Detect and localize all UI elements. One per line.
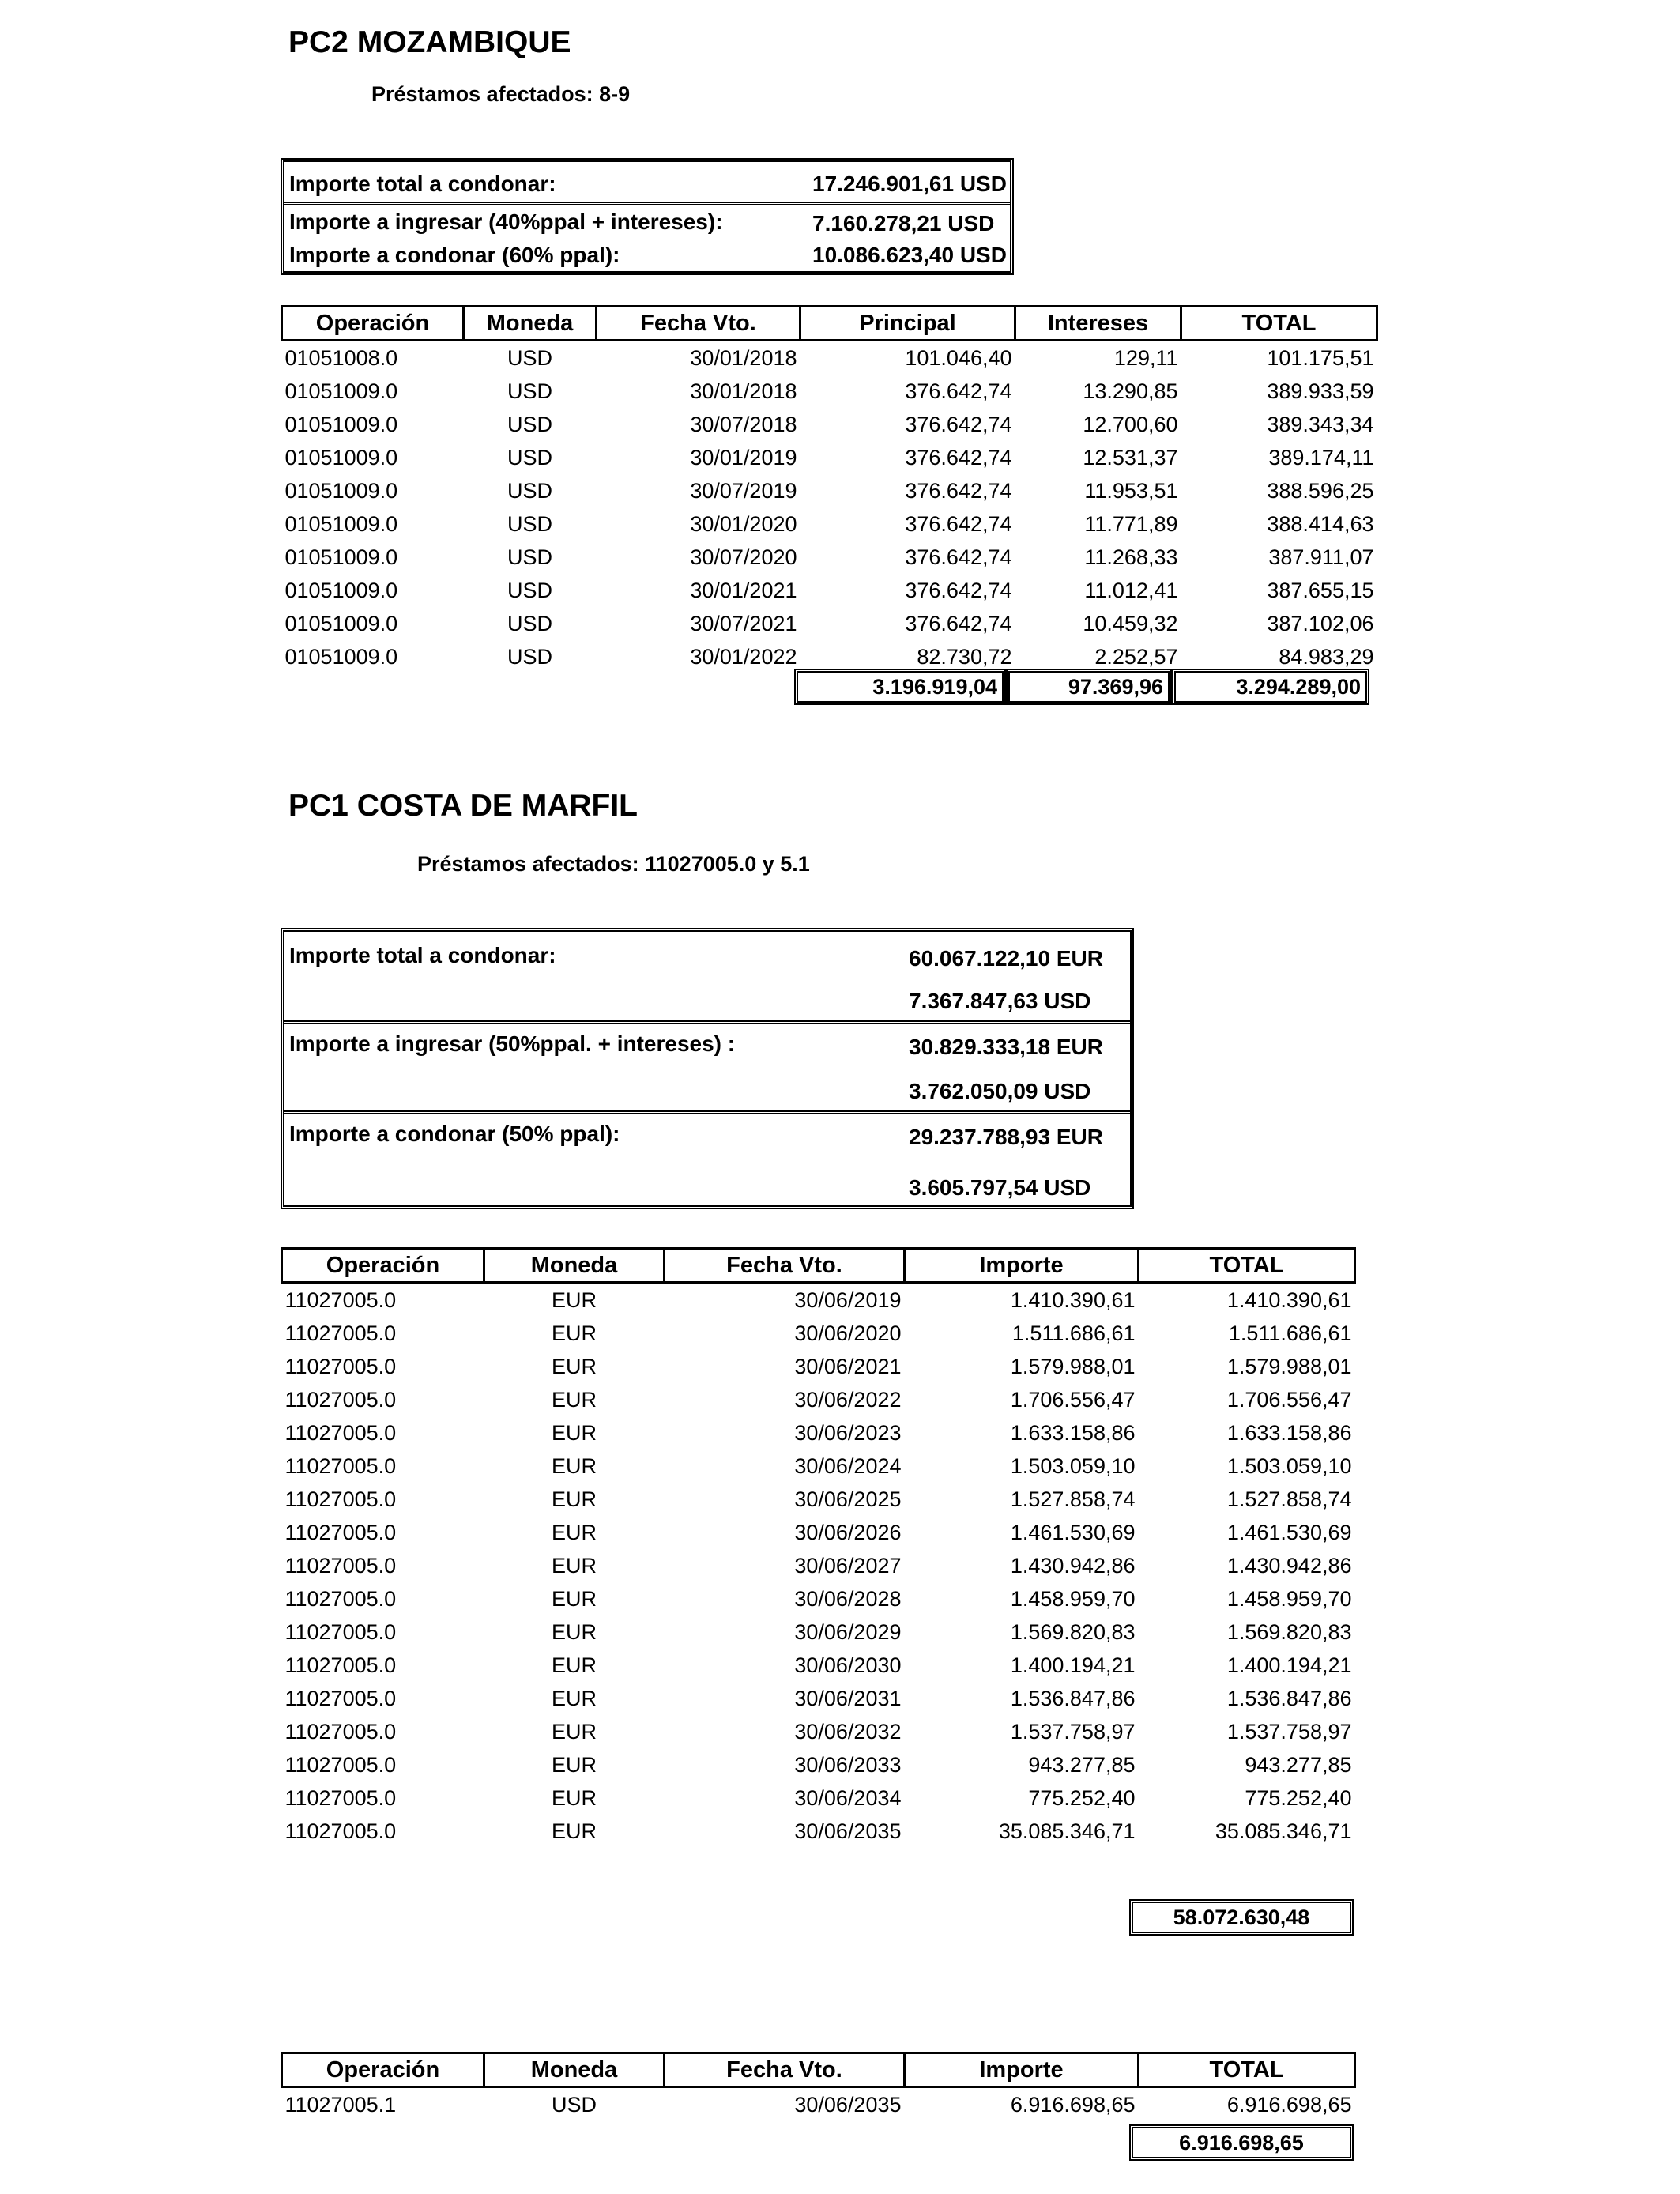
col-header-operacion: Operación [282,1249,484,1283]
col-header-principal: Principal [800,307,1015,341]
table-row [282,1350,1355,1383]
cell-operacion: 11027005.0 [284,1421,397,1445]
cell-fecha: 30/06/2019 [794,1288,902,1312]
table-header-row [282,2053,1355,2087]
cell-operacion: 01051009.0 [284,579,398,602]
cell-intereses: 2.252,57 [1094,645,1178,669]
summary-value: 10.086.623,40 USD [812,243,1007,267]
cell-operacion: 11027005.0 [284,1321,397,1345]
cell-total: 1.537.758,97 [1226,1720,1352,1744]
cell-operacion: 01051009.0 [284,612,398,635]
cell-total: 387.655,15 [1267,579,1374,602]
cell-intereses: 11.771,89 [1084,512,1178,536]
cell-moneda: EUR [551,1753,597,1777]
cell-moneda: USD [551,2093,597,2117]
cell-principal: 376.642,74 [905,479,1012,503]
loans-table-usd [281,2052,1356,2121]
cell-total: 1.410.390,61 [1226,1288,1352,1312]
table-row [282,1383,1355,1416]
cell-intereses: 12.531,37 [1083,446,1178,469]
cell-importe: 1.579.988,01 [1010,1355,1136,1378]
cell-importe: 1.537.758,97 [1010,1720,1136,1744]
cell-fecha: 30/06/2025 [794,1487,902,1511]
table-header-row [282,1249,1355,1283]
cell-operacion: 11027005.0 [284,1720,397,1744]
cell-total: 6.916.698,65 [1226,2093,1352,2117]
cell-total: 1.503.059,10 [1226,1454,1352,1478]
table-row [282,341,1377,375]
summary-label: Importe a condonar (50% ppal): [289,1122,620,1146]
cell-moneda: EUR [551,1321,597,1345]
cell-moneda: EUR [551,1653,597,1677]
cell-importe: 1.461.530,69 [1010,1521,1136,1544]
total-total-mozambique: 3.294.289,00 [1172,669,1369,705]
cell-importe: 1.503.059,10 [1010,1454,1136,1478]
cell-importe: 35.085.346,71 [998,1819,1136,1843]
cell-total: 389.343,34 [1267,413,1374,436]
cell-operacion: 11027005.0 [284,1388,397,1412]
summary-box-mozambique [281,158,1014,275]
cell-moneda: EUR [551,1487,597,1511]
table-row [282,1416,1355,1449]
table-row [282,1483,1355,1516]
col-header-fecha: Fecha Vto. [665,1249,905,1283]
cell-importe: 775.252,40 [1028,1786,1136,1810]
cell-moneda: EUR [551,1554,597,1578]
cell-fecha: 30/06/2020 [794,1321,902,1345]
table-row [282,574,1377,607]
cell-fecha: 30/06/2031 [794,1687,902,1710]
cell-total: 389.933,59 [1267,379,1374,403]
cell-operacion: 01051009.0 [284,479,398,503]
cell-principal: 376.642,74 [905,379,1012,403]
table-row [282,1582,1355,1615]
cell-operacion: 11027005.0 [284,1786,397,1810]
table-row [282,408,1377,441]
cell-total: 1.706.556,47 [1226,1388,1352,1412]
cell-total: 1.461.530,69 [1226,1521,1352,1544]
col-header-operacion: Operación [282,307,464,341]
summary-value: 29.237.788,93 EUR [909,1125,1103,1149]
cell-operacion: 11027005.0 [284,1355,397,1378]
table-row [282,1815,1355,1848]
cell-moneda: USD [507,579,552,602]
cell-moneda: EUR [551,1587,597,1611]
cell-fecha: 30/06/2035 [794,2093,902,2117]
cell-importe: 6.916.698,65 [1010,2093,1136,2117]
cell-moneda: EUR [551,1786,597,1810]
table-row [282,1781,1355,1815]
cell-fecha: 30/01/2019 [690,446,797,469]
cell-total: 1.458.959,70 [1226,1587,1352,1611]
total-eur: 58.072.630,48 [1129,1899,1354,1936]
cell-moneda: EUR [551,1288,597,1312]
cell-total: 84.983,29 [1279,645,1374,669]
cell-operacion: 11027005.0 [284,1653,397,1677]
section-title-mozambique: PC2 MOZAMBIQUE [288,25,571,59]
cell-fecha: 30/06/2026 [794,1521,902,1544]
cell-moneda: EUR [551,1355,597,1378]
col-header-total: TOTAL [1139,1249,1355,1283]
cell-total: 1.633.158,86 [1226,1421,1352,1445]
table-row [282,541,1377,574]
cell-operacion: 01051009.0 [284,545,398,569]
cell-moneda: USD [507,512,552,536]
table-row [282,1615,1355,1649]
summary-label: Importe a ingresar (40%ppal + intereses): [289,209,723,234]
cell-fecha: 30/06/2033 [794,1753,902,1777]
cell-total: 101.175,51 [1267,346,1374,370]
cell-total: 387.911,07 [1268,545,1374,569]
cell-principal: 101.046,40 [905,346,1012,370]
cell-importe: 1.400.194,21 [1010,1653,1136,1677]
table-row [282,607,1377,640]
cell-moneda: USD [507,346,552,370]
cell-fecha: 30/06/2032 [794,1720,902,1744]
loans-label-mozambique: Préstamos afectados: 8-9 [371,82,631,106]
cell-fecha: 30/01/2018 [690,379,797,403]
cell-principal: 376.642,74 [905,579,1012,602]
table-row [282,1449,1355,1483]
cell-fecha: 30/06/2022 [794,1388,902,1412]
cell-importe: 1.569.820,83 [1010,1620,1136,1644]
cell-intereses: 11.012,41 [1084,579,1178,602]
cell-fecha: 30/06/2030 [794,1653,902,1677]
summary-value: 7.367.847,63 USD [909,989,1091,1013]
cell-principal: 376.642,74 [905,612,1012,635]
cell-operacion: 11027005.1 [284,2093,397,2117]
table-row [282,2087,1355,2122]
cell-moneda: EUR [551,1819,597,1843]
cell-operacion: 01051009.0 [284,645,398,669]
cell-fecha: 30/06/2024 [794,1454,902,1478]
cell-operacion: 01051008.0 [284,346,398,370]
cell-principal: 376.642,74 [905,446,1012,469]
cell-moneda: EUR [551,1388,597,1412]
summary-label: Importe total a condonar: [289,943,556,967]
cell-moneda: EUR [551,1454,597,1478]
cell-fecha: 30/06/2029 [794,1620,902,1644]
summary-label: Importe a condonar (60% ppal): [289,243,620,267]
col-header-moneda: Moneda [484,1249,665,1283]
cell-fecha: 30/01/2021 [690,579,797,602]
loans-table-eur [281,1247,1356,1848]
cell-intereses: 11.268,33 [1084,545,1178,569]
cell-fecha: 30/06/2021 [794,1355,902,1378]
cell-moneda: USD [507,645,552,669]
cell-importe: 1.536.847,86 [1010,1687,1136,1710]
col-header-operacion: Operación [282,2053,484,2087]
cell-moneda: USD [507,612,552,635]
cell-importe: 1.458.959,70 [1010,1587,1136,1611]
cell-operacion: 11027005.0 [284,1554,397,1578]
cell-total: 775.252,40 [1245,1786,1352,1810]
summary-value: 30.829.333,18 EUR [909,1035,1103,1059]
summary-value: 17.246.901,61 USD [812,172,1007,196]
col-header-total: TOTAL [1139,2053,1355,2087]
table-row [282,1748,1355,1781]
cell-fecha: 30/06/2035 [794,1819,902,1843]
cell-total: 1.430.942,86 [1226,1554,1352,1578]
cell-fecha: 30/07/2018 [690,413,797,436]
cell-total: 35.085.346,71 [1215,1819,1352,1843]
cell-fecha: 30/07/2021 [690,612,797,635]
cell-total: 1.527.858,74 [1226,1487,1352,1511]
table-row [282,1682,1355,1715]
cell-importe: 1.527.858,74 [1010,1487,1136,1511]
cell-fecha: 30/06/2028 [794,1587,902,1611]
cell-operacion: 01051009.0 [284,446,398,469]
col-header-fecha: Fecha Vto. [597,307,800,341]
cell-total: 1.400.194,21 [1226,1653,1352,1677]
cell-operacion: 11027005.0 [284,1753,397,1777]
cell-moneda: USD [507,446,552,469]
cell-moneda: EUR [551,1687,597,1710]
col-header-importe: Importe [905,2053,1139,2087]
cell-moneda: USD [507,479,552,503]
cell-operacion: 11027005.0 [284,1819,397,1843]
cell-total: 1.569.820,83 [1226,1620,1352,1644]
cell-importe: 1.430.942,86 [1010,1554,1136,1578]
cell-intereses: 10.459,32 [1083,612,1178,635]
cell-moneda: EUR [551,1720,597,1744]
summary-value: 7.160.278,21 USD [812,211,995,236]
cell-fecha: 30/07/2020 [690,545,797,569]
cell-operacion: 11027005.0 [284,1687,397,1710]
cell-operacion: 01051009.0 [284,379,398,403]
table-row [282,1549,1355,1582]
summary-label: Importe total a condonar: [289,172,556,196]
cell-moneda: EUR [551,1521,597,1544]
cell-total: 387.102,06 [1267,612,1374,635]
total-usd: 6.916.698,65 [1129,2124,1354,2161]
cell-operacion: 01051009.0 [284,512,398,536]
summary-label: Importe a ingresar (50%ppal. + intereses) : [289,1031,736,1056]
cell-total: 389.174,11 [1268,446,1374,469]
cell-moneda: EUR [551,1620,597,1644]
cell-moneda: USD [507,379,552,403]
col-header-moneda: Moneda [464,307,597,341]
col-header-total: TOTAL [1181,307,1377,341]
table-header-row [282,307,1377,341]
cell-fecha: 30/06/2023 [794,1421,902,1445]
table-row [282,474,1377,507]
cell-intereses: 129,11 [1113,346,1178,370]
section-title-costa-marfil: PC1 COSTA DE MARFIL [288,789,638,823]
table-row [282,1715,1355,1748]
cell-operacion: 11027005.0 [284,1288,397,1312]
cell-principal: 82.730,72 [917,645,1012,669]
summary-value: 3.605.797,54 USD [909,1175,1091,1200]
total-principal-mozambique: 3.196.919,04 [794,669,1006,705]
col-header-fecha: Fecha Vto. [665,2053,905,2087]
table-row [282,1516,1355,1549]
cell-principal: 376.642,74 [905,545,1012,569]
cell-operacion: 11027005.0 [284,1454,397,1478]
cell-moneda: USD [507,545,552,569]
cell-moneda: USD [507,413,552,436]
table-row [282,1317,1355,1350]
cell-intereses: 13.290,85 [1083,379,1178,403]
col-header-importe: Importe [905,1249,1139,1283]
cell-operacion: 11027005.0 [284,1487,397,1511]
cell-fecha: 30/01/2020 [690,512,797,536]
cell-total: 1.511.686,61 [1228,1321,1352,1345]
table-row [282,1283,1355,1318]
loans-label-costa-marfil: Préstamos afectados: 11027005.0 y 5.1 [417,852,810,876]
cell-fecha: 30/07/2019 [690,479,797,503]
table-row [282,507,1377,541]
col-header-moneda: Moneda [484,2053,665,2087]
cell-total: 388.414,63 [1267,512,1374,536]
cell-fecha: 30/06/2034 [794,1786,902,1810]
summary-value: 60.067.122,10 EUR [909,946,1103,971]
cell-principal: 376.642,74 [905,512,1012,536]
cell-operacion: 11027005.0 [284,1587,397,1611]
loans-table-mozambique [281,305,1378,673]
cell-total: 1.579.988,01 [1226,1355,1352,1378]
cell-importe: 1.511.686,61 [1011,1321,1136,1345]
cell-operacion: 11027005.0 [284,1620,397,1644]
total-intereses-mozambique: 97.369,96 [1006,669,1172,705]
cell-moneda: EUR [551,1421,597,1445]
cell-fecha: 30/06/2027 [794,1554,902,1578]
summary-value: 3.762.050,09 USD [909,1079,1091,1103]
cell-total: 943.277,85 [1245,1753,1352,1777]
cell-importe: 943.277,85 [1028,1753,1136,1777]
summary-box-costa-marfil [281,928,1134,1209]
cell-intereses: 12.700,60 [1083,413,1178,436]
cell-importe: 1.706.556,47 [1010,1388,1136,1412]
cell-operacion: 11027005.0 [284,1521,397,1544]
cell-fecha: 30/01/2022 [690,645,797,669]
table-row [282,375,1377,408]
cell-importe: 1.410.390,61 [1010,1288,1136,1312]
cell-intereses: 11.953,51 [1084,479,1178,503]
cell-operacion: 01051009.0 [284,413,398,436]
cell-importe: 1.633.158,86 [1010,1421,1136,1445]
cell-total: 388.596,25 [1267,479,1374,503]
table-row [282,441,1377,474]
cell-fecha: 30/01/2018 [690,346,797,370]
table-row [282,1649,1355,1682]
cell-total: 1.536.847,86 [1226,1687,1352,1710]
cell-principal: 376.642,74 [905,413,1012,436]
col-header-intereses: Intereses [1015,307,1181,341]
